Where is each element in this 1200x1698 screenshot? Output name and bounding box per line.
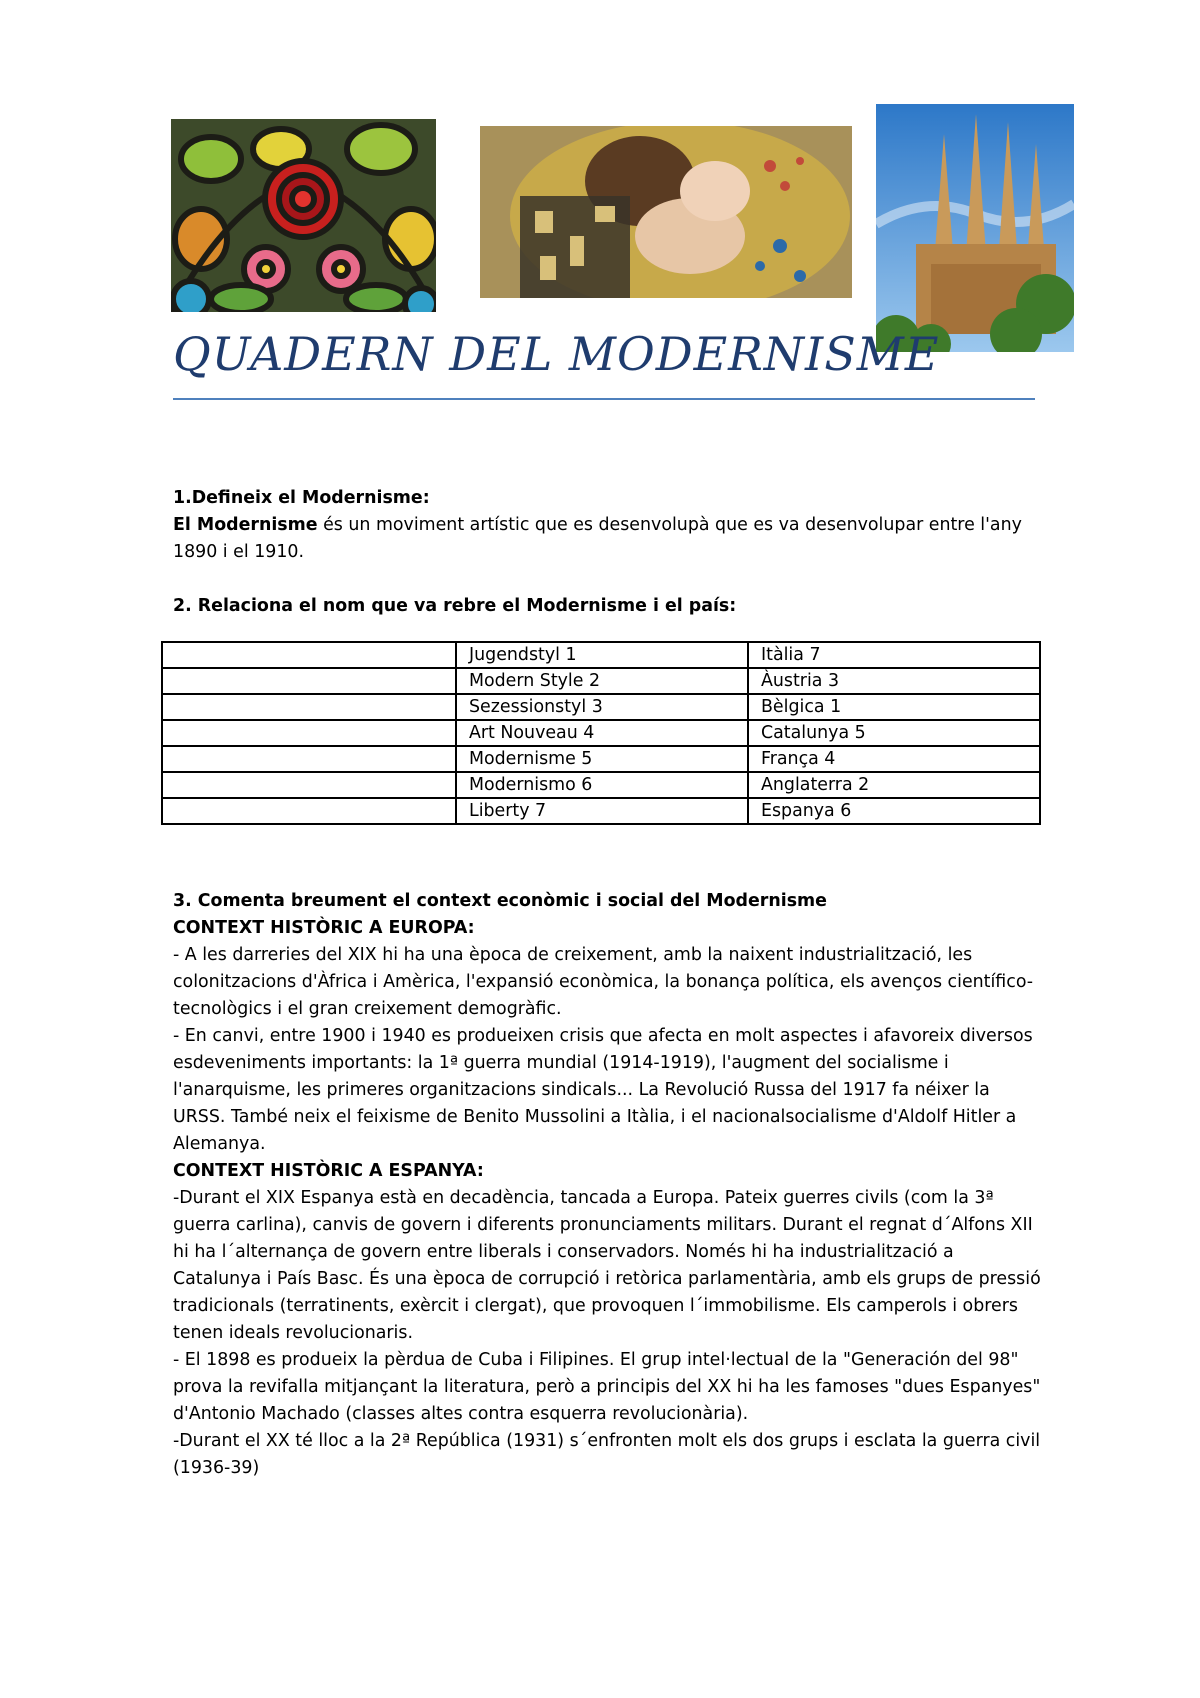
table-cell-country: Àustria 3 [748, 668, 1040, 694]
table-cell-blank[interactable] [162, 694, 456, 720]
answer-text: és un moviment artístic que es desenvolupà que es va desenvolupar entre l'any 1890 i el 1910. [173, 515, 1022, 562]
table-cell-name: Liberty 7 [456, 798, 748, 824]
table-cell-name: Modernisme 5 [456, 746, 748, 772]
table-cell-country: Itàlia 7 [748, 642, 1040, 668]
question-3-section [173, 888, 1043, 1482]
table-cell-name: Sezessionstyl 3 [456, 694, 748, 720]
table-cell-name: Art Nouveau 4 [456, 720, 748, 746]
table-cell-blank[interactable] [162, 772, 456, 798]
relation-table [161, 641, 1041, 825]
question-2-heading: 2. Relaciona el nom que va rebre el Modernisme i el país: [173, 596, 737, 616]
spain-context-paragraph-2: - El 1898 es produeix la pèrdua de Cuba i Filipines. El grup intel·lectual de la "Generación del 98" prova la revifalla mitjançant la literatura, però a principis del XX hi ha les famoses "dues Espanyes" d'Antonio Machado (classes altes contra esquerra revolucionària). [173, 1350, 1041, 1424]
spain-context-paragraph-3: -Durant el XX té lloc a la 2ª República (1931) s´enfronten molt els dos grups i esclata la guerra civil (1936-39) [173, 1431, 1041, 1478]
title-underline [173, 398, 1035, 400]
table-cell-country: Anglaterra 2 [748, 772, 1040, 798]
question-1-answer [173, 512, 1043, 566]
table-row [162, 694, 1040, 720]
table-row [162, 772, 1040, 798]
table-cell-blank[interactable] [162, 798, 456, 824]
answer-bold-term: El Modernisme [173, 515, 318, 535]
table-cell-name: Modernismo 6 [456, 772, 748, 798]
question-3-heading: 3. Comenta breument el context econòmic i social del Modernisme [173, 891, 827, 911]
table-row [162, 720, 1040, 746]
table-cell-country: Espanya 6 [748, 798, 1040, 824]
table-cell-blank[interactable] [162, 668, 456, 694]
europe-context-paragraph-2: - En canvi, entre 1900 i 1940 es produeixen crisis que afecta en molt aspectes i afavoreix diversos esdeveniments importants: la 1ª guerra mundial (1914-1919), l'augment del socialisme i l'anarquisme, les primeres organitzacions sindicals... La Revolució Russa del 1917 fa néixer la URSS. També neix el feixisme de Benito Mussolini a Itàlia, i el nacionalsocialisme d'Aldolf Hitler a Alemanya. [173, 1026, 1033, 1154]
table-cell-name: Modern Style 2 [456, 668, 748, 694]
question-2-section [173, 593, 1043, 620]
sagrada-familia-image [876, 104, 1074, 352]
table-row [162, 798, 1040, 824]
page-title: QUADERN DEL MODERNISME [173, 327, 940, 381]
table-row [162, 668, 1040, 694]
table-row [162, 642, 1040, 668]
table-cell-country: Bèlgica 1 [748, 694, 1040, 720]
question-1-heading: 1.Defineix el Modernisme: [173, 488, 430, 508]
table-cell-country: Catalunya 5 [748, 720, 1040, 746]
table-row [162, 746, 1040, 772]
spain-context-heading: CONTEXT HISTÒRIC A ESPANYA: [173, 1161, 484, 1181]
table-cell-blank[interactable] [162, 642, 456, 668]
stained-glass-rose-image [171, 119, 436, 312]
table-cell-blank[interactable] [162, 746, 456, 772]
europe-context-heading: CONTEXT HISTÒRIC A EUROPA: [173, 918, 475, 938]
spain-context-paragraph-1: -Durant el XIX Espanya està en decadència, tancada a Europa. Pateix guerres civils (com la 3ª guerra carlina), canvis de govern i diferents pronunciaments militars. Durant el regnat d´Alfons XII hi ha l´alternança de govern entre liberals i conservadors. Només hi ha industrialització a Catalunya i País Basc. És una època de corrupció i retòrica parlamentària, amb els grups de pressió tradicionals (terratinents, exèrcit i clergat), que provoquen l´immobilisme. Els camperols i obrers tenen ideals revolucionaris. [173, 1188, 1041, 1343]
table-cell-country: França 4 [748, 746, 1040, 772]
the-kiss-painting-image [480, 126, 852, 298]
question-1-section [173, 485, 1043, 566]
table-cell-name: Jugendstyl 1 [456, 642, 748, 668]
europe-context-paragraph-1: - A les darreries del XIX hi ha una època de creixement, amb la naixent industrialització, les colonitzacions d'Àfrica i Amèrica, l'expansió econòmica, la bonança política, els avenços científico-tecnològics i el gran creixement demogràfic. [173, 945, 1034, 1019]
table-cell-blank[interactable] [162, 720, 456, 746]
